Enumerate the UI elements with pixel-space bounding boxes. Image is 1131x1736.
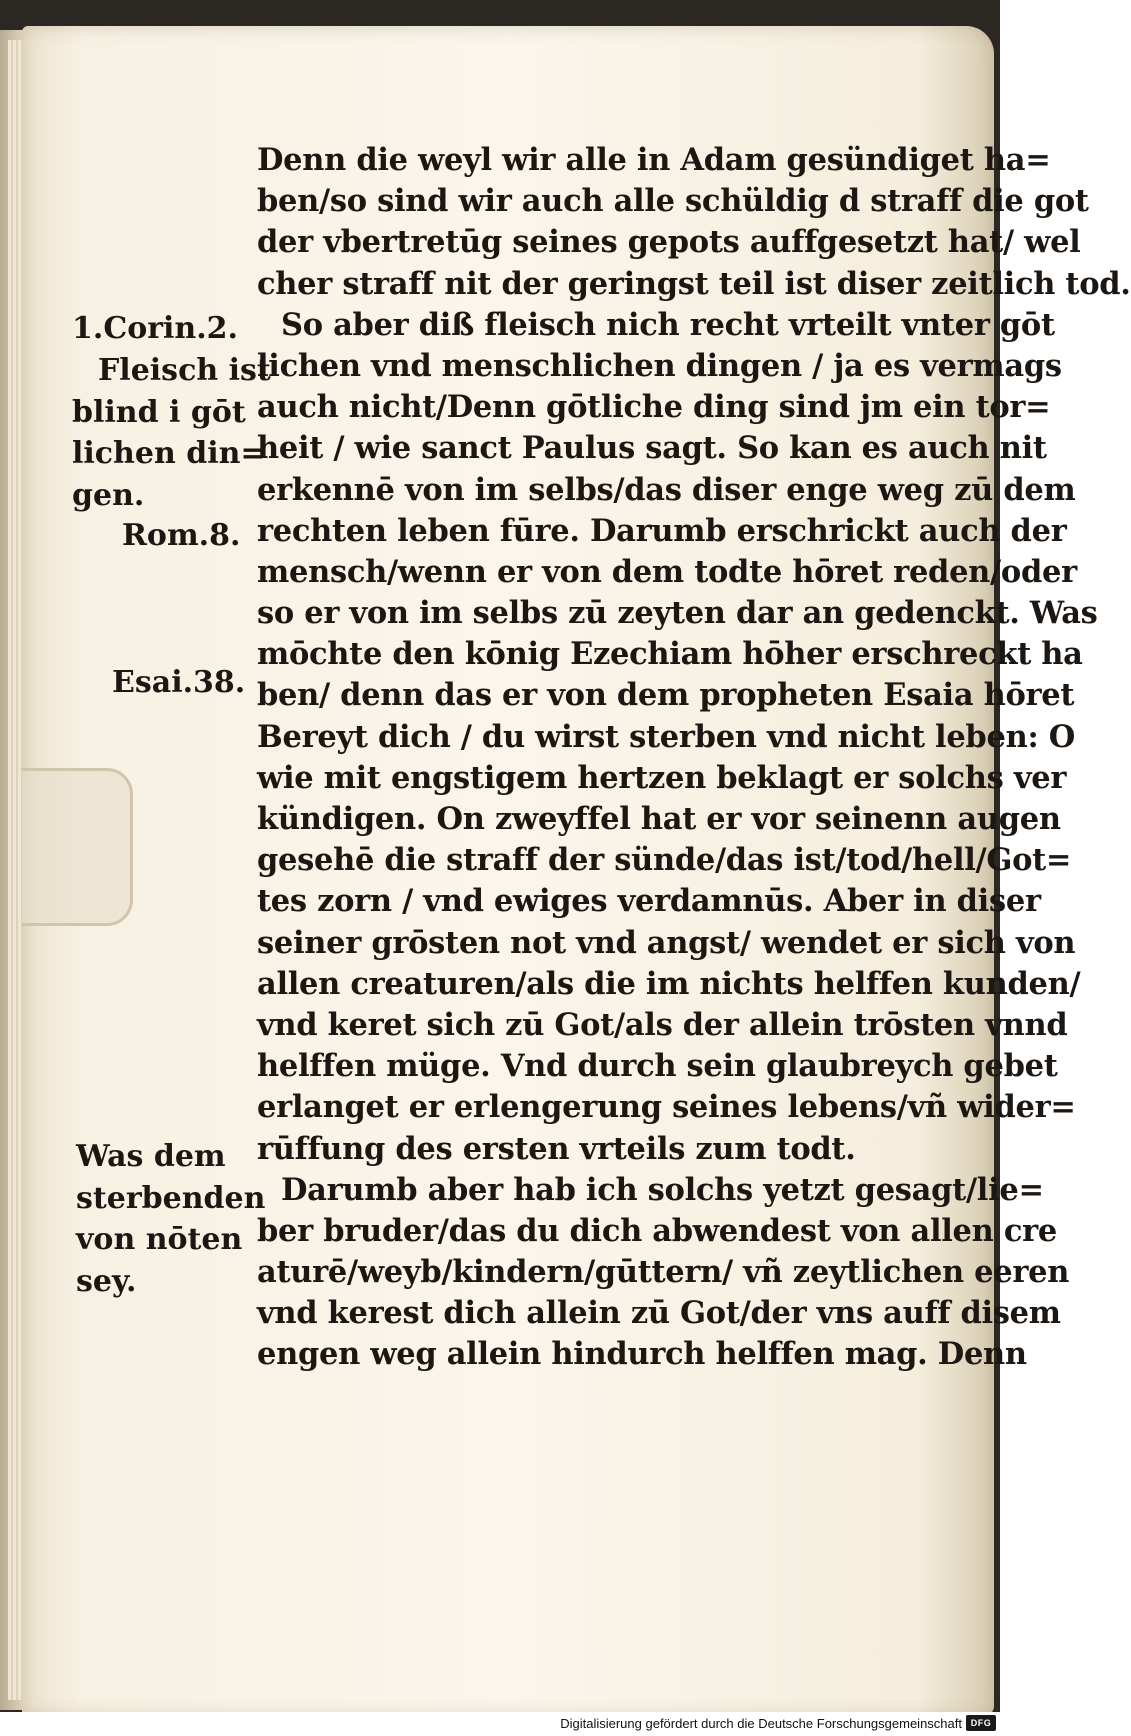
text-line: kündigen. On zweyffel hat er vor seinenn augen xyxy=(257,801,1061,837)
margin-note-line: 1.Corin.2. xyxy=(72,311,238,346)
text-line: vnd keret sich zū Got/als der allein trōsten vnnd xyxy=(257,1006,1068,1043)
margin-note-line: sterbenden xyxy=(76,1180,266,1216)
text-line: rūffung des ersten vrteils zum todt. xyxy=(257,1130,856,1167)
text-line: der vbertretūg seines gepots auffgesetzt hat/ wel xyxy=(257,224,1081,261)
dfg-logo xyxy=(966,1715,996,1731)
main-text-block xyxy=(257,140,1131,1376)
margin-note-line: von nōten xyxy=(76,1222,243,1257)
text-line: So aber diß fleisch nich recht vrteilt vnter gōt xyxy=(281,306,1055,343)
margin-note-line: gen. xyxy=(72,477,145,513)
margin-note-line: sey. xyxy=(76,1263,137,1299)
margin-note-line: Was dem xyxy=(76,1139,226,1174)
text-line: gesehē die straff der sünde/das ist/tod/hell/Got= xyxy=(257,842,1072,879)
text-line: aturē/weyb/kindern/gūttern/ vñ zeytlichen eeren xyxy=(257,1254,1070,1291)
text-line: Denn die weyl wir alle in Adam gesündiget ha= xyxy=(257,142,1051,178)
text-line: ber bruder/das du dich abwendest von allen cre xyxy=(257,1212,1057,1249)
dfg-logo-label: DFG xyxy=(970,1718,992,1728)
margin-note-sterbenden xyxy=(76,1136,265,1302)
funding-credit: Digitalisierung gefördert durch die Deutsche Forschungsgemeinschaft xyxy=(560,1716,962,1731)
margin-note-line: lichen din= xyxy=(72,436,266,471)
margin-note-line: blind i gōt xyxy=(72,394,246,430)
clip-tab xyxy=(22,768,133,926)
text-line: erlanget er erlengerung seines lebens/vñ wider= xyxy=(257,1089,1076,1126)
text-line: cher straff nit der geringst teil ist diser zeitlich tod. xyxy=(257,265,1131,302)
margin-note-romans xyxy=(122,515,240,557)
text-line: vnd kerest dich allein zū Got/der vns auff disem xyxy=(257,1295,1061,1332)
text-line: mensch/wenn er von dem todte hōret reden/oder xyxy=(257,553,1077,590)
margin-note-line: Rom.8. xyxy=(122,518,241,553)
text-line: lichen vnd menschlichen dingen / ja es vermags xyxy=(257,347,1062,384)
text-line: erkennē von im selbs/das diser enge weg zū dem xyxy=(257,471,1076,508)
text-line: tes zorn / vnd ewiges verdamnūs. Aber in diser xyxy=(257,883,1041,920)
margin-note-line: Esai.38. xyxy=(112,665,246,700)
margin-note-fleisch xyxy=(72,350,271,516)
text-line: allen creaturen/als die im nichts helffen kunden/ xyxy=(257,965,1081,1002)
text-line: seiner grōsten not vnd angst/ wendet er sich von xyxy=(257,924,1076,961)
text-line: auch nicht/Denn gōtliche ding sind jm ein tor= xyxy=(257,389,1051,426)
margin-note-esaias xyxy=(112,662,245,704)
text-line: Bereyt dich / du wirst sterben vnd nicht leben: O xyxy=(257,718,1075,755)
text-line: helffen müge. Vnd durch sein glaubreych gebet xyxy=(257,1048,1058,1085)
footer-bar xyxy=(0,1712,1000,1736)
text-line: mōchte den kōnig Ezechiam hōher erschreckt ha xyxy=(257,636,1083,673)
text-line: Darumb aber hab ich solchs yetzt gesagt/lie= xyxy=(281,1171,1044,1208)
text-line: wie mit engstigem hertzen beklagt er solchs ver xyxy=(257,759,1067,796)
margin-note-line: Fleisch ist xyxy=(98,353,271,388)
text-line: rechten leben fūre. Darumb erschrickt auch der xyxy=(257,512,1067,549)
text-line: ben/so sind wir auch alle schüldig d straff die got xyxy=(257,183,1089,220)
text-line: ben/ denn das er von dem propheten Esaia hōret xyxy=(257,677,1075,714)
margin-note-corinth xyxy=(72,308,238,350)
text-line: heit / wie sanct Paulus sagt. So kan es auch nit xyxy=(257,430,1047,467)
text-line: engen weg allein hindurch helffen mag. Denn xyxy=(257,1336,1027,1373)
text-line: so er von im selbs zū zeyten dar an gedenckt. Was xyxy=(257,595,1098,632)
